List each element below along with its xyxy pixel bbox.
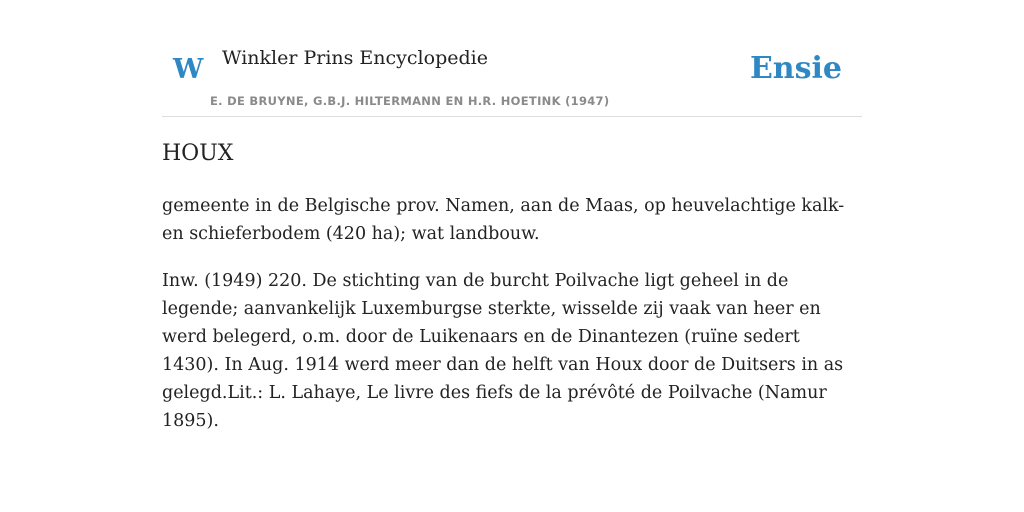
entry-paragraph: Inw. (1949) 220. De stichting van de burcht Poilvache ligt geheel in de legende; aanvankelijk Luxemburgse sterkte, wisselde zij vaak van heer en werd belegerd, o.m. door de Luikenaars en de Dinantezen (ruïne sedert 1430). In Aug. 1914 werd meer dan de helft van Houx door de Duitsers in as gelegd.Lit.: L. Lahaye, Le livre des fiefs de la prévôté de Poilvache (Namur 1895). <box>162 271 844 431</box>
page <box>162 0 862 431</box>
entry-title: HOUX <box>162 141 234 166</box>
header <box>162 0 862 117</box>
ensie-logo-link[interactable]: Ensie <box>749 51 842 86</box>
book-authors: E. DE BRUYNE, G.B.J. HILTERMANN EN H.R. HOETINK (1947) <box>210 94 610 108</box>
entry-body <box>162 192 862 454</box>
entry-paragraph: gemeente in de Belgische prov. Namen, aan de Maas, op heuvelachtige kalk- en schieferbodem (420 ha); wat landbouw. <box>162 196 845 244</box>
logo-w[interactable]: W <box>173 54 204 85</box>
book-title[interactable]: Winkler Prins Encyclopedie <box>222 47 488 69</box>
